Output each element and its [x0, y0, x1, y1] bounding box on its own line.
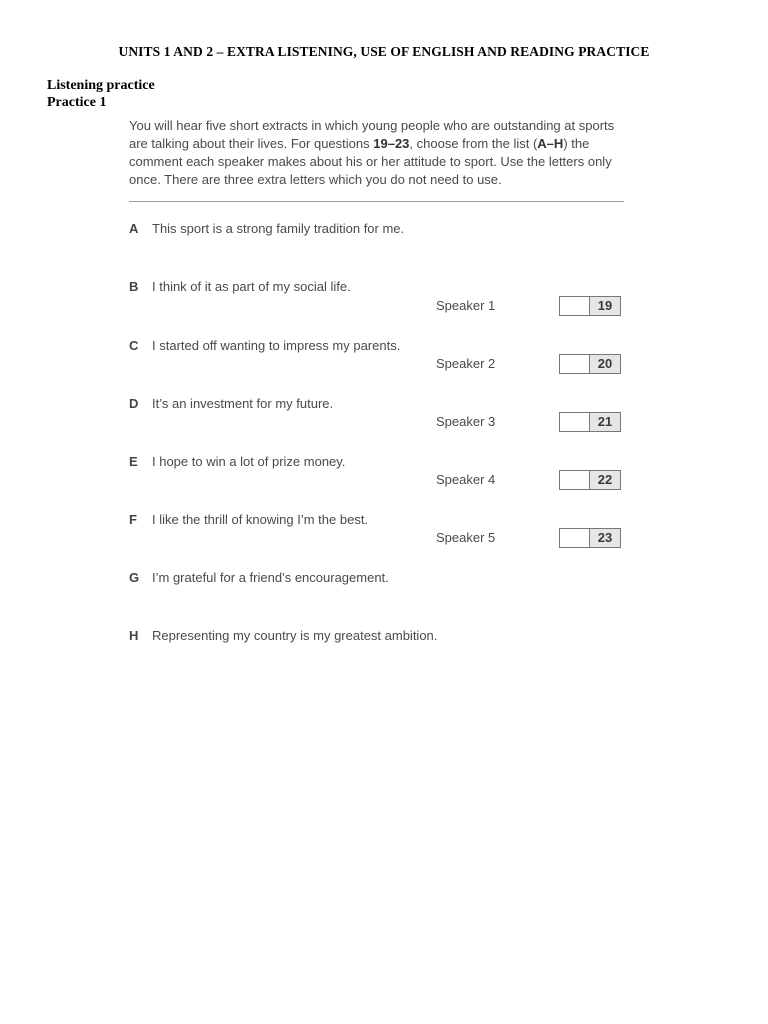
option-letter: E	[129, 454, 138, 469]
option-letter: C	[129, 338, 139, 353]
question-number: 20	[589, 355, 620, 373]
speaker-5-label: Speaker 5	[436, 530, 496, 545]
option-text: I hope to win a lot of prize money.	[152, 454, 346, 469]
option-text: Representing my country is my greatest ambition.	[152, 628, 438, 643]
option-text: I started off wanting to impress my parents.	[152, 338, 401, 353]
answer-box-22[interactable]	[559, 470, 621, 490]
task-instructions	[129, 117, 629, 189]
option-letter: F	[129, 512, 137, 527]
speaker-4-label: Speaker 4	[436, 472, 496, 487]
answer-field[interactable]	[560, 529, 589, 547]
option-c	[129, 338, 400, 353]
speaker-2-label: Speaker 2	[436, 356, 496, 371]
option-text: I’m grateful for a friend’s encouragement.	[152, 570, 389, 585]
option-e	[129, 454, 345, 469]
letter-range: A–H	[537, 136, 564, 151]
question-number: 21	[589, 413, 620, 431]
option-text: I like the thrill of knowing I’m the best.	[152, 512, 369, 527]
option-letter: B	[129, 279, 139, 294]
option-h	[129, 628, 437, 643]
section-heading: Listening practice	[47, 78, 155, 93]
option-f	[129, 512, 368, 527]
answer-box-21[interactable]	[559, 412, 621, 432]
answer-box-23[interactable]	[559, 528, 621, 548]
question-number: 22	[589, 471, 620, 489]
option-letter: A	[129, 221, 139, 236]
speaker-1-label: Speaker 1	[436, 298, 496, 313]
question-number: 19	[589, 297, 620, 315]
instructions-text-2: , choose from the list (	[409, 136, 538, 151]
option-d	[129, 396, 333, 411]
divider	[129, 201, 624, 202]
document-title: UNITS 1 AND 2 – EXTRA LISTENING, USE OF ENGLISH AND READING PRACTICE	[118, 44, 650, 59]
answer-field[interactable]	[560, 471, 589, 489]
answer-box-19[interactable]	[559, 296, 621, 316]
subsection-heading: Practice 1	[47, 95, 107, 110]
option-text: I think of it as part of my social life.	[152, 279, 351, 294]
option-letter: G	[129, 570, 140, 585]
instructions-text-1: You will hear five short extracts in which young people who are outstanding at sports are talking about their lives. For questions	[129, 118, 615, 151]
answer-box-20[interactable]	[559, 354, 621, 374]
question-number: 23	[589, 529, 620, 547]
instructions-text-3: ) the comment each speaker makes about his or her attitude to sport. Use the letters only once. There are three extra letters which you do not need to use.	[129, 136, 612, 187]
question-range: 19–23	[373, 136, 410, 151]
answer-field[interactable]	[560, 297, 589, 315]
option-text: It’s an investment for my future.	[152, 396, 334, 411]
speaker-3-label: Speaker 3	[436, 414, 496, 429]
option-letter: D	[129, 396, 139, 411]
answer-field[interactable]	[560, 355, 589, 373]
option-g	[129, 570, 389, 585]
option-a	[129, 221, 404, 236]
option-text: This sport is a strong family tradition for me.	[152, 221, 405, 236]
answer-field[interactable]	[560, 413, 589, 431]
option-letter: H	[129, 628, 139, 643]
option-b	[129, 279, 351, 294]
